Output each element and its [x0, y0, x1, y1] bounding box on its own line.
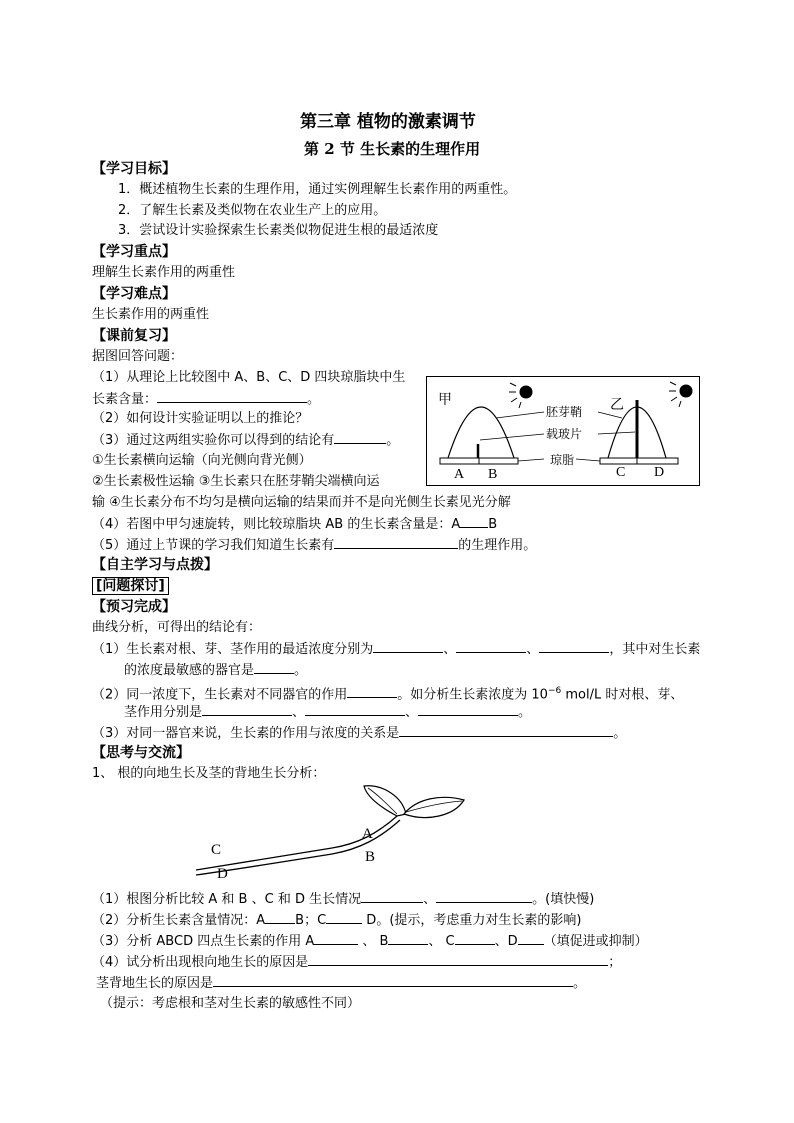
review-q5 — [92, 536, 536, 555]
review-intro: 据图回答问题： — [92, 349, 184, 364]
separator: 、 — [423, 892, 437, 907]
review-q5-prefix: （5）通过上节课的学习我们知道生长素有 — [92, 538, 335, 553]
think-hint: （提示：考虑根和茎对生长素的敏感性不同） — [100, 996, 361, 1011]
think-t2-prefix: （2）分析生长素含量情况：A — [92, 913, 266, 928]
figure-label-yi: 乙 — [610, 397, 624, 413]
separator: 、 — [526, 642, 540, 657]
answer-blank[interactable] — [455, 932, 495, 945]
preview-p2 — [92, 682, 683, 704]
answer-blank[interactable] — [305, 703, 405, 716]
review-heading: 【课前复习】 — [92, 328, 176, 344]
preview-p2-cont-suffix: 。 — [518, 705, 532, 720]
figure-label-jia: 甲 — [438, 392, 452, 408]
seedling-label-c: C — [211, 842, 222, 858]
think-t3-suffix: （填促进或抑制） — [543, 934, 648, 949]
leaf-right — [404, 797, 464, 817]
think-t5-prefix: 茎背地生长的原因是 — [96, 976, 214, 991]
review-q3-prefix: （3）通过这两组实验你可以得到的结论有 — [92, 433, 335, 448]
preview-p1-prefix: （1）生长素对根、芽、茎作用的最适浓度分别为 — [92, 642, 374, 657]
agar-block-yi — [600, 458, 678, 464]
chapter-title: 第三章 植物的激素调节 — [300, 112, 476, 132]
difficulty-text: 生长素作用的两重性 — [92, 307, 210, 322]
answer-blank[interactable] — [399, 724, 613, 737]
preview-p3-prefix: （3）对同一器官来说，生长素的作用与浓度的关系是 — [92, 726, 400, 741]
answer-blank[interactable] — [334, 431, 386, 444]
review-q1-suffix: 。 — [307, 392, 321, 407]
think-t2-suffix: D。(提示，考虑重力对生长素的影响) — [362, 913, 582, 928]
preview-p2-cont-prefix: 茎作用分别是 — [124, 705, 203, 720]
goals-heading: 【学习目标】 — [92, 161, 176, 177]
think-t1-suffix: 。(填快慢) — [532, 892, 595, 907]
coleoptile-jia — [448, 407, 514, 458]
label-a: A — [454, 467, 465, 482]
review-option-3: 输 ④生长素分布不均匀是横向运输的结果而并不是向光侧生长素见光分解 — [92, 495, 511, 510]
review-q3 — [92, 431, 399, 450]
think-t1-prefix: （1）根图分析比较 A 和 B 、C 和 D 生长情况 — [92, 892, 362, 907]
problem-label: [问题探讨] — [92, 577, 169, 595]
leaf-left — [364, 786, 406, 816]
review-q2: （2）如何设计实验证明以上的推论？ — [92, 411, 309, 426]
goal-item-3: 3．尝试设计实验探索生长素类似物促进生根的最适浓度 — [118, 223, 439, 238]
answer-blank[interactable] — [361, 890, 423, 903]
preview-heading: 【预习完成】 — [92, 599, 176, 615]
answer-blank[interactable] — [157, 390, 307, 403]
think-t4-prefix: （4）试分析出现根向地生长的原因是 — [92, 955, 309, 970]
answer-blank[interactable] — [347, 685, 397, 698]
section-title: 第 2 节 生长素的生理作用 — [304, 140, 481, 158]
goal-item-2: 2．了解生长素及类似物在农业生产上的应用。 — [118, 203, 387, 218]
key-text: 理解生长素作用的两重性 — [92, 265, 236, 280]
think-t3-c: 、 C — [428, 934, 455, 949]
answer-blank[interactable] — [460, 515, 488, 528]
review-q5-suffix: 的生理作用。 — [458, 538, 537, 553]
difficulty-heading: 【学习难点】 — [92, 286, 176, 302]
preview-p3 — [92, 724, 626, 743]
review-option-2: ②生长素极性运输 ③生长素只在胚芽鞘尖端横向运 — [92, 474, 380, 489]
review-q1-prefix: 长素含量： — [92, 392, 158, 407]
review-option-1: ①生长素横向运输（向光侧向背光侧） — [92, 453, 312, 468]
review-q1-line1: （1）从理论上比较图中 A、B、C、D 四块琼脂块中生 — [92, 370, 406, 385]
self-study-heading: 【自主学习与点拨】 — [92, 557, 218, 573]
preview-p3-suffix: 。 — [613, 726, 627, 741]
answer-blank[interactable] — [539, 640, 609, 653]
answer-blank[interactable] — [334, 536, 458, 549]
label-mica: 载玻片 — [546, 427, 583, 441]
seedling-label-b: B — [365, 849, 376, 865]
key-heading: 【学习重点】 — [92, 244, 176, 260]
preview-p1-cont-prefix: 的浓度最敏感的器官是 — [124, 663, 255, 678]
coleoptile-figure — [426, 376, 700, 486]
exponent: −6 — [547, 686, 562, 696]
label-c: C — [616, 465, 626, 480]
preview-p2-cont — [124, 703, 531, 722]
answer-blank[interactable] — [314, 932, 358, 945]
think-t4-suffix: ； — [608, 955, 622, 970]
answer-blank[interactable] — [456, 640, 526, 653]
preview-intro: 曲线分析，可得出的结论有： — [92, 620, 262, 635]
label-b: B — [488, 467, 498, 482]
think-t4 — [92, 953, 621, 972]
think-heading: 【思考与交流】 — [92, 745, 190, 761]
seedling-figure — [192, 778, 472, 888]
answer-blank[interactable] — [202, 703, 292, 716]
think-t2 — [92, 911, 581, 930]
think-t2-mid: B；C — [295, 913, 327, 928]
answer-blank[interactable] — [436, 890, 532, 903]
preview-p2-mid: 。如分析生长素浓度为 10 — [397, 687, 548, 703]
preview-p1-suffix: ，其中对生长素 — [609, 642, 701, 657]
preview-p1-cont — [124, 661, 307, 680]
separator: 、 — [443, 642, 457, 657]
seedling-label-d: D — [217, 866, 228, 882]
answer-blank[interactable] — [388, 932, 428, 945]
answer-blank[interactable] — [308, 953, 608, 966]
seedling-label-a: A — [362, 826, 373, 842]
problem-heading — [92, 577, 169, 595]
review-q4-suffix: B — [488, 517, 498, 532]
goal-item-1: 1．概述植物生长素的生理作用，通过实例理解生长素作用的两重性。 — [118, 182, 517, 197]
think-t3-d: 、D — [494, 934, 518, 949]
think-t3-prefix: （3）分析 ABCD 四点生长素的作用 A — [92, 934, 315, 949]
think-t5-suffix: 。 — [573, 976, 587, 991]
answer-blank[interactable] — [254, 661, 294, 674]
think-t1 — [92, 890, 594, 909]
preview-p2-prefix: （2）同一浓度下，生长素对不同器官的作用 — [92, 687, 348, 703]
separator: 、 — [405, 705, 419, 720]
answer-blank[interactable] — [213, 974, 573, 987]
think-t3 — [92, 932, 648, 951]
answer-blank[interactable] — [265, 911, 295, 924]
preview-p1-cont-suffix: 。 — [294, 663, 308, 678]
label-agar: 琼脂 — [550, 453, 575, 467]
answer-blank[interactable] — [373, 640, 443, 653]
think-t3-b: 、 B — [358, 934, 389, 949]
sun-icon — [509, 383, 533, 408]
label-d: D — [654, 465, 665, 480]
think-t5 — [96, 974, 586, 993]
preview-p2-suffix: mol/L 时对根、芽、 — [561, 687, 684, 703]
review-q4-prefix: （4）若图中甲匀速旋转，则比较琼脂块 AB 的生长素含量是：A — [92, 517, 461, 532]
review-q3-suffix: 。 — [386, 433, 400, 448]
sun-icon — [669, 382, 693, 407]
answer-blank[interactable] — [418, 703, 518, 716]
separator: 、 — [292, 705, 306, 720]
review-q4 — [92, 515, 497, 534]
answer-blank[interactable] — [326, 911, 362, 924]
think-item-1: 1、 根的向地生长及茎的背地生长分析： — [92, 766, 326, 781]
preview-p1 — [92, 640, 700, 659]
review-q1-line2 — [92, 390, 320, 409]
label-coleoptile: 胚芽鞘 — [546, 405, 583, 419]
answer-blank[interactable] — [518, 932, 544, 945]
